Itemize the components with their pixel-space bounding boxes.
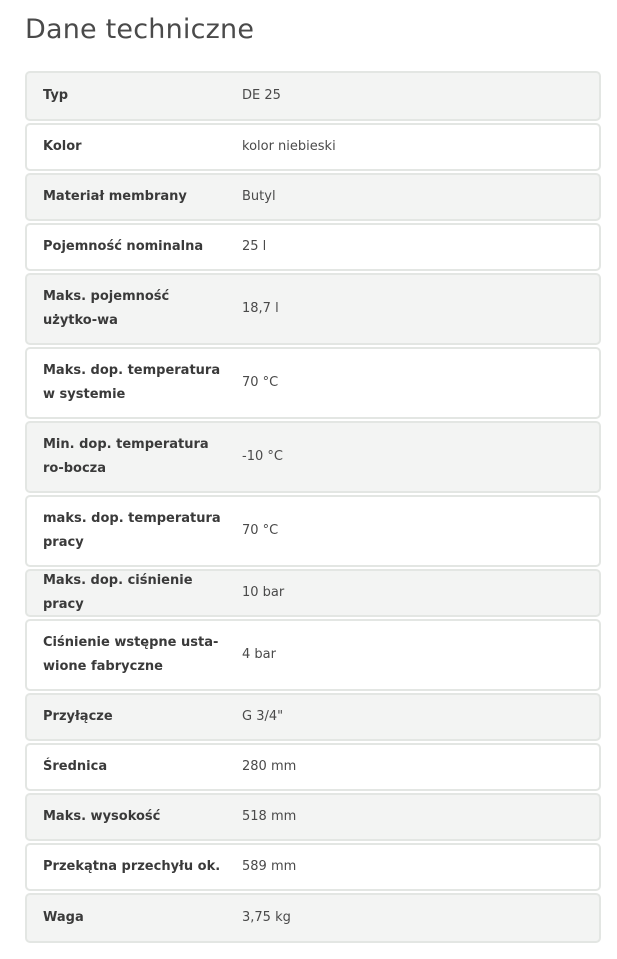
table-row — [25, 693, 601, 741]
table-row — [25, 123, 601, 171]
spec-label: Średnica — [43, 759, 108, 774]
technical-data-table — [25, 71, 601, 945]
spec-value: 518 mm — [242, 809, 297, 824]
spec-value: Butyl — [242, 189, 276, 204]
page-title: Dane techniczne — [25, 14, 255, 45]
table-row — [25, 421, 601, 493]
spec-label: Min. dop. temperatura ro-bocza — [43, 437, 209, 476]
spec-label: maks. dop. temperatura pracy — [43, 511, 221, 550]
table-row — [25, 223, 601, 271]
spec-value: 280 mm — [242, 759, 297, 774]
spec-label: Pojemność nominalna — [43, 239, 204, 254]
spec-label: Maks. dop. temperatura w systemie — [43, 363, 221, 402]
spec-label: Ciśnienie wstępne usta-wione fabryczne — [43, 635, 219, 674]
table-row — [25, 743, 601, 791]
table-row — [25, 893, 601, 943]
spec-label: Przyłącze — [43, 709, 113, 724]
spec-value: DE 25 — [242, 88, 281, 103]
spec-label: Przekątna przechyłu ok. — [43, 859, 221, 874]
spec-label: Maks. wysokość — [43, 809, 161, 824]
spec-value: kolor niebieski — [242, 139, 336, 154]
spec-label: Maks. pojemność użytko-wa — [43, 289, 170, 328]
spec-value: 25 l — [242, 239, 267, 254]
table-row — [25, 173, 601, 221]
spec-value: 70 °C — [242, 375, 279, 390]
spec-value: -10 °C — [242, 449, 283, 464]
spec-value: 589 mm — [242, 859, 297, 874]
table-row — [25, 793, 601, 841]
spec-label: Materiał membrany — [43, 189, 187, 204]
table-row — [25, 347, 601, 419]
spec-value: 4 bar — [242, 647, 276, 662]
spec-label: Maks. dop. ciśnienie pracy — [43, 573, 193, 612]
table-row — [25, 843, 601, 891]
table-row — [25, 619, 601, 691]
spec-value: G 3/4" — [242, 709, 284, 724]
spec-label: Typ — [43, 88, 69, 103]
table-row — [25, 71, 601, 121]
spec-label: Kolor — [43, 139, 82, 154]
spec-value: 18,7 l — [242, 301, 279, 316]
spec-value: 10 bar — [242, 585, 285, 600]
spec-value: 70 °C — [242, 523, 279, 538]
table-row — [25, 495, 601, 567]
spec-label: Waga — [43, 910, 84, 925]
spec-value: 3,75 kg — [242, 910, 291, 925]
table-row — [25, 273, 601, 345]
table-row — [25, 569, 601, 617]
